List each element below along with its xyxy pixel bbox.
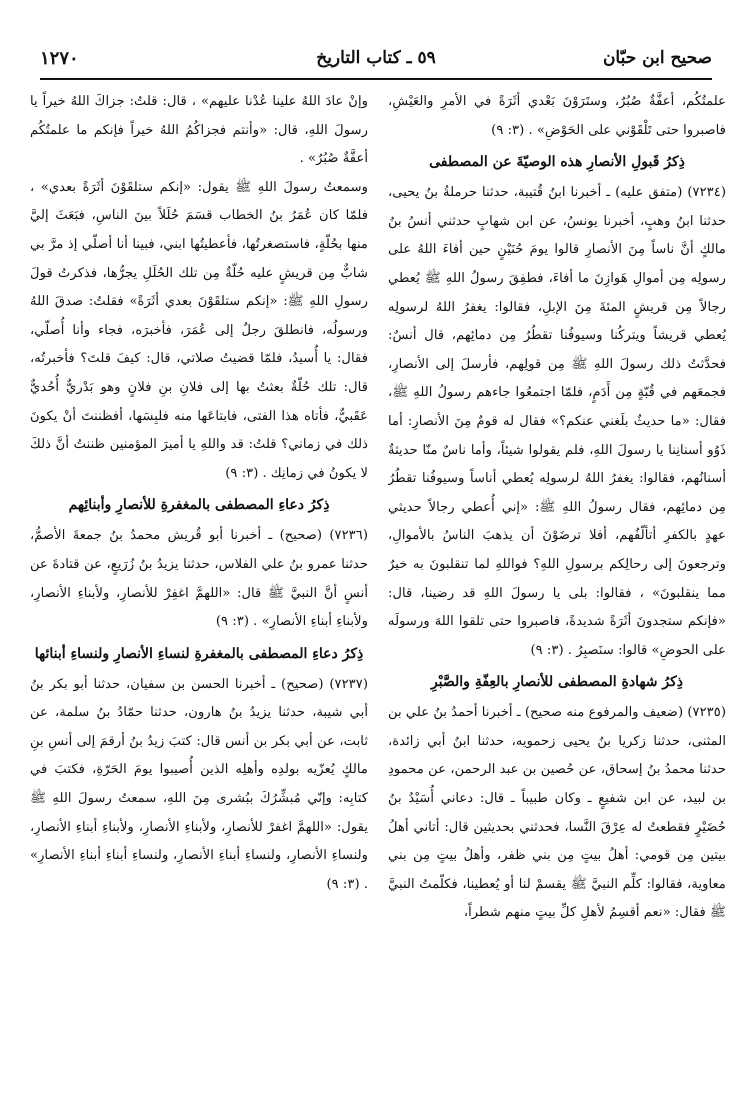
page-number: ١٢٧٠ — [40, 48, 79, 69]
left-column — [30, 88, 368, 1080]
book-title: صحيح ابن حبّان — [602, 48, 712, 68]
section-heading: ذِكرُ شهادةِ المصطفى للأنصارِ بالعِفّةِ والصَّبْرِ — [430, 674, 684, 691]
paragraph: علمتُكُم، أعفَّةٌ صُبُرٌ، وستَرَوْنَ بَعْدي أثَرَةً في الأمرِ والعَيْشِ، فاصبروا حتى تَلْقَوْني على الحَوْضِ» . (٣: ٩) — [388, 94, 726, 138]
chapter-title: ٥٩ ـ كتاب التاريخ — [316, 48, 436, 68]
page-header — [40, 44, 712, 74]
section-heading: ذِكرُ دعاءِ المصطفى بالمغفرةِ للأنصارِ وأبنائِهم — [68, 497, 330, 514]
header-rule — [40, 78, 712, 80]
paragraph: (٧٢٣٥) (ضعيف والمرفوع منه صحيح) ـ أخبرنا أحمدُ بنُ علي بن المثنى، حدثنا زكريا بنُ يحيى زحمويه، حدثنا ابنُ أبي زائدة، حدثنا محمدُ بنُ إسحاق، عن حُصين بن عبد الرحمن، عن محمودِ بن لبيد، عن ابن شفيعٍ ـ وكان طبيباً ـ قال: دعاني أُسَيْدُ بنُ حُضَيْرٍ فقطعتُ له عِرْقَ النَّسا، فحدثني بحديثين قال: أتاني أهلُ بيتين مِن قومي: أهلُ بيتٍ مِن بني ظفر، وأهلُ بيتٍ مِن بني معاوية، فقالوا: كلِّم النبيَّ ﷺ يقسمْ لنا أو يُعطينا، فكلّمتُ النبيَّ ﷺ فقال: «نعم أقسِمُ لأهلِ كلِّ بيتٍ منهم شطراً، — [388, 705, 726, 921]
section-heading: ذِكرُ دعاءِ المصطفى بالمغفرةِ لنساءِ الأنصارِ ولنساءِ أبنائها — [34, 645, 364, 662]
paragraph: (٧٢٣٦) (صحيح) ـ أخبرنا أبو قُريش محمدُ بنُ جمعةَ الأصمُّ، حدثنا عمرو بنُ علي الفلاس، حدثنا يزيدُ بنُ زُرَيعٍ، عن قتادةَ عن أنسٍ أنَّ النبيَّ ﷺ قال: «اللهمَّ اغفِرْ للأنصارِ، ولأبناءِ الأنصارِ، ولأبناءِ أبناءِ الأنصارِ» . (٣: ٩) — [30, 528, 368, 630]
paragraph: (٧٢٣٧) (صحيح) ـ أخبرنا الحسن بن سفيان، حدثنا أبو بكر بنُ أبي شيبة، حدثنا يزيدُ بنُ هارون، حدثنا حمّادُ بنُ سلمة، عن ثابت، عن أبي بكر بن أنس قال: كتبَ زيدُ بنُ أرقمَ إلى أنسِ بنِ مالكٍ يُعزّيه بولدِه وأهلِه الذين أُصيبوا يومَ الحَرّةِ، فكتبَ في كتابِه: وإنّي مُبشِّرُكَ ببُشرى مِنَ اللهِ، سمعتُ رسولَ اللهِ ﷺ يقول: «اللهمَّ اغفرْ للأنصارِ، ولأبناءِ الأنصارِ، ولأبناءِ أبناءِ الأنصارِ، ولنساءِ الأنصارِ، ولنساءِ أبناءِ الأنصارِ، ولنساءِ أبناءِ أبناءِ الأنصارِ» . (٣: ٩) — [30, 676, 368, 892]
paragraph: وإنْ عادَ اللهُ علينا عُدْنا عليهم» ، قال: قلتُ: جزاكَ اللهُ خيراً يا رسولَ اللهِ، قال: «وأنتم فجزاكُمُ اللهُ خيراً فإنكم ما علمتُكُم أعفَّةٌ صُبُرٌ» . — [30, 94, 368, 167]
section-heading: ذِكرُ قَبولِ الأنصارِ هذه الوصيّةَ عن المصطفى — [429, 154, 685, 171]
paragraph: (٧٢٣٤) (متفق عليه) ـ أخبرنا ابنُ قُتيبة، حدثنا حرملةُ بنُ يحيى، حدثنا ابنُ وهبٍ، أخبرنا يونسُ، عن ابن شهابٍ حدثني أنسُ بنُ مالكٍ أنَّ ناساً مِنَ الأنصارِ قالوا يومَ حُنَيْنٍ حين أفاءَ اللهُ على رسولِه مِن أموالِ هَوازِنَ ما أفاءَ، فطفِقَ رسولُ اللهِ ﷺ يُعطي رجالاً مِن قريشٍ المئةَ مِنَ الإبلِ، فقالوا: يغفرُ اللهُ لرسولِه يُعطي قريشاً ويتركُنا وسيوفُنا تقطُرُ مِن دمائِهم، قال أنسٌ: فحدَّثتُ ذلك رسولَ اللهِ ﷺ مِن قولِهم، فأرسلَ إلى الأنصارِ، فجمعَهم في قُبّةٍ مِن أَدَمٍ، فلمّا اجتمعُوا جاءهم رسولُ اللهِ ﷺ، فقال: «ما حديثٌ بلَغني عنكم؟» فقال له قومٌ مِنَ الأنصارِ: أما ذَوُو أسنانِنا يا رسولَ اللهِ، فلم يقولوا شيئاً، وأما ناسٌ منّا حديثةٌ أسنانُهم، فقالوا: يغفرُ اللهُ لرسولِه يُعطي أناساً وسيوفُنا تقطُرُ مِن دمائِهم، فقال رسولُ اللهِ ﷺ: «إني أُعطي رجالاً حديثي عهدٍ بالكفرِ أتألّفُهم، أفلا ترضَوْنَ أن يذهبَ الناسُ بالأموالِ، وترجعونَ إلى رحالِكم برسولِ اللهِ؟ فواللهِ لما تنقلبونَ به خيرٌ مما ينقلبونَ» ، فقالوا: بلى يا رسولَ اللهِ قد رضينا، قال: «فإنكم ستجدونَ أثَرَةً شديدةً، فاصبروا حتى تلقوا اللهَ ورسولَه على الحوضِ» قالوا: سنَصبِرُ . (٣: ٩) — [388, 185, 726, 658]
paragraph: وسمعتُ رسولَ اللهِ ﷺ يقول: «إنكم ستلقَوْنَ أثَرَةً بعدي» ، فلمّا كان عُمَرُ بنُ الخطاب قسَمَ حُلَلاً بينَ الناسِ، فبَعَثَ إليَّ منها بحُلّةٍ، فاستصغرتُها، فأعطيتُها ابني، فبينا أنا أصلّي إذ مرَّ بي شابٌّ مِن قريشٍ عليه حُلّةٌ مِن تلك الحُلَلِ يجرُّها، فذكرتُ قولَ رسولِ اللهِ ﷺ: «إنكم ستلقَوْنَ بعدي أثَرَةً» فقلتُ: صدقَ اللهُ ورسولُه، فانطلقَ رجلٌ إلى عُمَرَ، فأخبرَه، فجاء وأنا أُصلّي، فقال: يا أُسيدُ، فلمّا قضيتُ صلاتي، قال: كيفَ قلتَ؟ فأخبرتُه، قال: تلك حُلّةٌ بعثتُ بها إلى فلانِ بنِ فلانٍ وهو بَدْريٌّ أُحُديٌّ عَقَبيٌّ، فأتاه هذا الفتى، فابتاعَها منه فلبِسَها، أفظننتَ أنْ يكونَ ذلك في زماني؟ قلتُ: قد واللهِ يا أميرَ المؤمنين ظننتُ أنَّ ذلكَ لا يكونُ في زمانِك . (٣: ٩) — [30, 179, 368, 481]
right-column — [388, 88, 726, 1080]
